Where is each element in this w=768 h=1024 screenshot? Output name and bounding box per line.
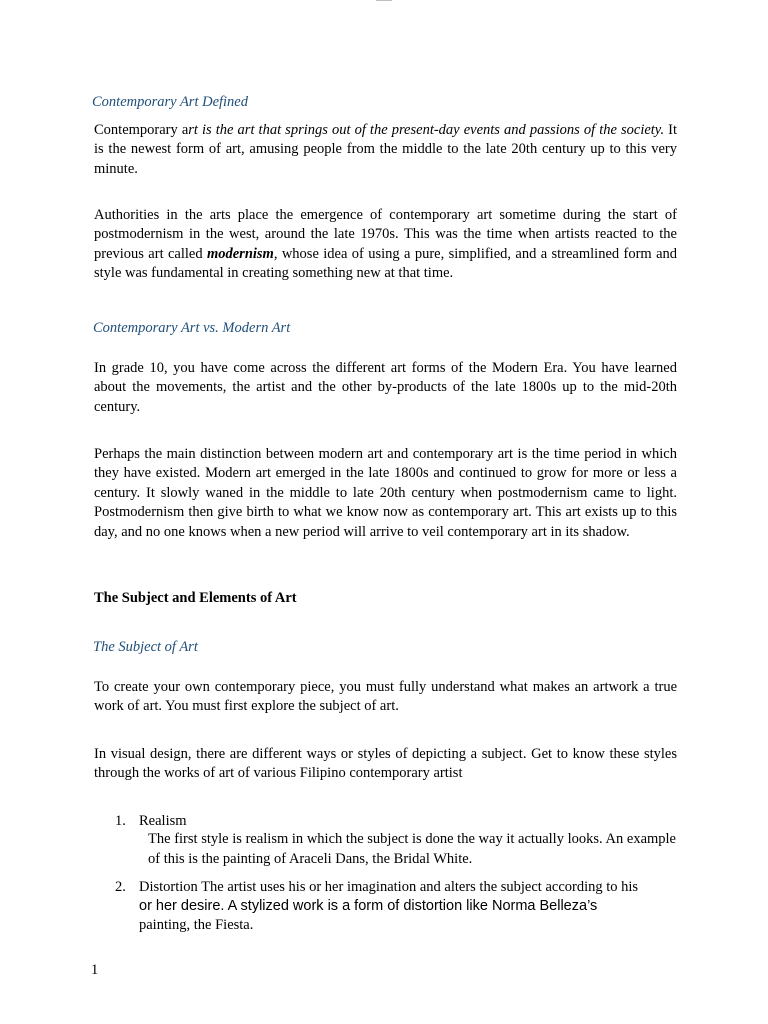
- list-item-1-body: The first style is realism in which the subject is done the way it actually looks. An example of this is the painting of Araceli Dans, the Bridal White.: [148, 831, 676, 867]
- list-item-2-body: [139, 878, 677, 935]
- page-number: 1: [91, 962, 99, 978]
- emergence-tail-text: , whose idea of using a pure, simplified, and a streamlined form and style was fundamental in creating something new at that time.: [94, 245, 678, 282]
- paragraph-grade-10: In grade 10, you have come across the different art forms of the Modern Era. You have learned about the movements, the artist and the other by-products of the late 1800s up to the mid-20th century.: [94, 360, 677, 415]
- definition-italic-text: rt is the art that springs out of the present-day events and passions of the society.: [188, 122, 665, 138]
- list-item-2-tail: painting, the Fiesta.: [139, 917, 254, 933]
- list-item-1-number: 1.: [115, 813, 126, 829]
- list-item-1-title: Realism: [139, 813, 187, 829]
- heading-subject-of-art: The Subject of Art: [93, 639, 198, 655]
- paragraph-visual-design: In visual design, there are different ways or styles of depicting a subject. Get to know these styles through the works of art of various Filipino contemporary artist: [94, 746, 677, 782]
- emergence-lead-text: Authorities in the arts place the emergence of contemporary art sometime during the start of postmodernism in the west, around the late 1970s. This was the time when artists reacted to the previous art called: [94, 207, 677, 262]
- heading-subject-and-elements: The Subject and Elements of Art: [94, 590, 297, 606]
- paragraph-definition: [94, 121, 677, 179]
- list-item-2-lead: Distortion The artist uses his or her imagination and alters the subject according to his: [139, 879, 639, 895]
- paragraph-create-piece: To create your own contemporary piece, you must fully understand what makes an artwork a true work of art. You must first explore the subject of art.: [94, 679, 677, 715]
- paragraph-distinction: Perhaps the main distinction between modern art and contemporary art is the time period in which they have existed. Modern art emerged in the late 1800s and continued to grow for more or less a century. It slowly waned in the middle to late 20th century when postmodernism came to light. Postmodernism then give birth to what we know now as contemporary art. This art exists up to this day, and no one knows when a new period will arrive to veil contemporary art in its shadow.: [94, 446, 677, 540]
- list-item-2-sans-line: or her desire. A stylized work is a form of distortion like Norma Belleza’s: [139, 898, 598, 914]
- definition-lead-text: Contemporary a: [94, 122, 189, 138]
- heading-contemporary-art-defined: Contemporary Art Defined: [92, 94, 248, 110]
- header-mark: [376, 0, 392, 1]
- modernism-term: modernism: [206, 245, 274, 262]
- paragraph-emergence: [94, 206, 677, 284]
- heading-contemporary-vs-modern: Contemporary Art vs. Modern Art: [93, 320, 291, 336]
- definition-tail-text: It is the newest form of art, amusing people from the middle to the late 20th century up to this very minute.: [94, 122, 678, 177]
- list-item-2-number: 2.: [115, 879, 126, 895]
